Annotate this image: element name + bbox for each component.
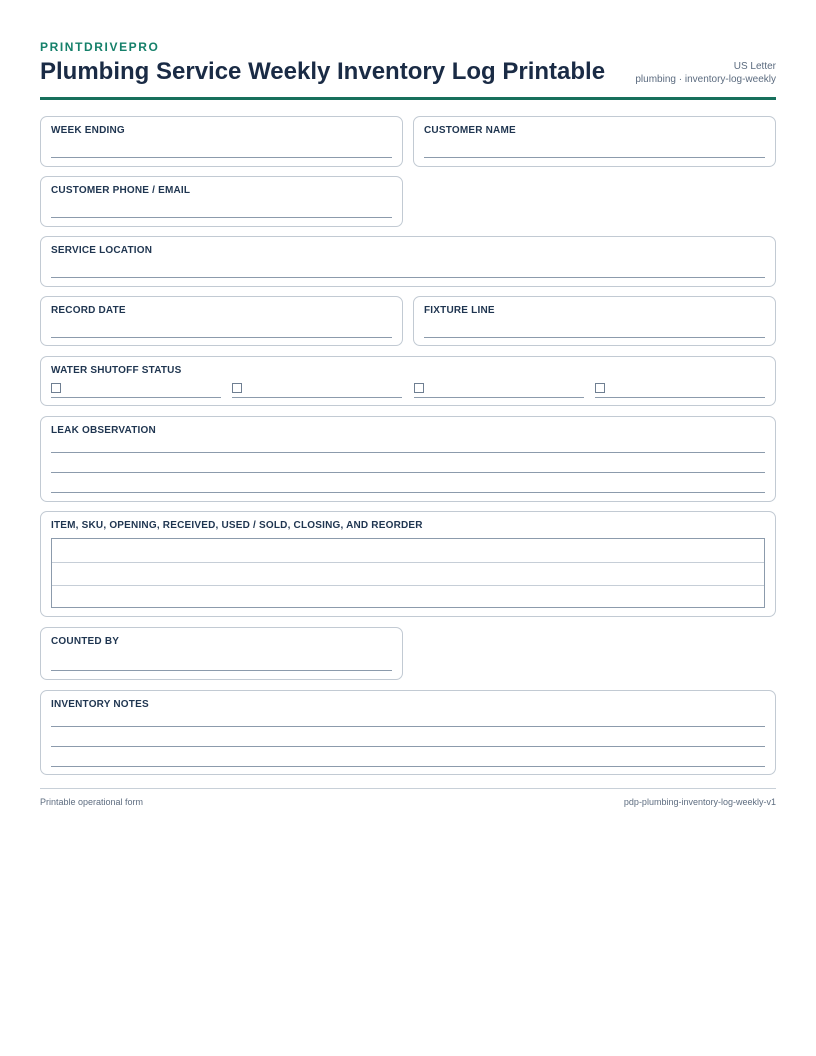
leak-observation-label: LEAK OBSERVATION [51,425,156,436]
counted-by-field [40,627,403,680]
week-ending-label: WEEK ENDING [51,125,125,136]
leak-observation-line-3[interactable] [51,492,765,493]
week-ending-field [40,116,403,167]
inventory-notes-line-3[interactable] [51,766,765,767]
customer-name-field [413,116,776,167]
service-location-field [40,236,776,287]
paper-size: US Letter [733,61,776,72]
inventory-notes-line-1[interactable] [51,726,765,727]
shutoff-option-line-1[interactable] [51,397,221,398]
counted-by-input-line[interactable] [51,670,392,671]
water-shutoff-status-label: WATER SHUTOFF STATUS [51,365,182,376]
inventory-notes-field [40,690,776,775]
fixture-line-field [413,296,776,346]
record-date-field [40,296,403,346]
service-location-input-line[interactable] [51,277,765,278]
shutoff-option-line-3[interactable] [414,397,584,398]
customer-contact-input-line[interactable] [51,217,392,218]
table-row-divider [52,562,764,563]
inventory-notes-label: INVENTORY NOTES [51,699,149,710]
leak-observation-field [40,416,776,502]
shutoff-checkbox-4[interactable] [595,383,605,393]
shutoff-option-line-4[interactable] [595,397,765,398]
shutoff-checkbox-1[interactable] [51,383,61,393]
inventory-table-field [40,511,776,617]
shutoff-option-2 [232,383,402,397]
form-id: pdp-plumbing-inventory-log-weekly-v1 [623,797,776,807]
shutoff-option-3 [414,383,584,397]
document-tags: plumbing · inventory-log-weekly [635,74,776,85]
shutoff-checkbox-3[interactable] [414,383,424,393]
counted-by-label: COUNTED BY [51,636,120,647]
leak-observation-line-2[interactable] [51,472,765,473]
week-ending-input-line[interactable] [51,157,392,158]
shutoff-option-1 [51,383,221,397]
service-location-label: SERVICE LOCATION [51,245,153,256]
shutoff-option-line-2[interactable] [232,397,402,398]
customer-contact-label: CUSTOMER PHONE / EMAIL [51,185,191,196]
footer-label: Printable operational form [40,797,144,807]
shutoff-checkbox-2[interactable] [232,383,242,393]
record-date-input-line[interactable] [51,337,392,338]
customer-contact-field [40,176,403,227]
header-rule [40,97,776,100]
fixture-line-input-line[interactable] [424,337,765,338]
shutoff-option-4 [595,383,765,397]
page-title: Plumbing Service Weekly Inventory Log Printable [40,58,606,85]
document-meta [635,60,776,86]
fixture-line-label: FIXTURE LINE [424,305,495,316]
leak-observation-line-1[interactable] [51,452,765,453]
inventory-table-grid [51,538,765,608]
footer-rule [40,788,776,789]
record-date-label: RECORD DATE [51,305,126,316]
table-row-divider [52,585,764,586]
inventory-table-label: ITEM, SKU, OPENING, RECEIVED, USED / SOLD, CLOSING, AND REORDER [51,520,423,531]
water-shutoff-status-field [40,356,776,406]
brand-name: PRINTDRIVEPRO [40,40,160,54]
inventory-notes-line-2[interactable] [51,746,765,747]
customer-name-input-line[interactable] [424,157,765,158]
customer-name-label: CUSTOMER NAME [424,125,516,136]
